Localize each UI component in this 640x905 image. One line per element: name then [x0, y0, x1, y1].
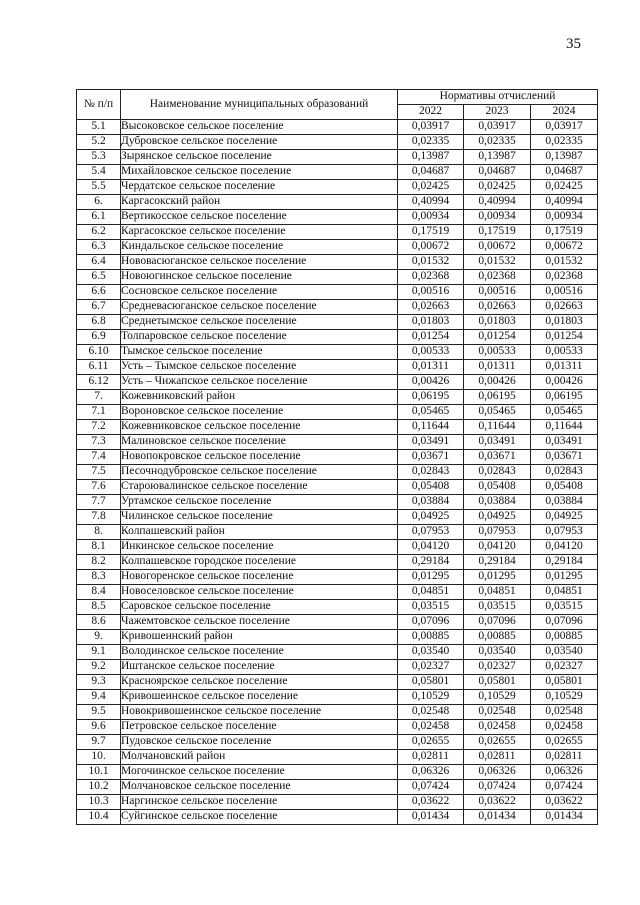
row-value-2022: 0,04120 [398, 540, 464, 555]
row-value-2022: 0,05801 [398, 675, 464, 690]
table-row [77, 345, 598, 360]
row-name: Новогоренское сельское поселение [121, 570, 398, 585]
row-value-2023: 0,29184 [464, 555, 531, 570]
row-value-2023: 0,03491 [464, 435, 531, 450]
row-value-2023: 0,01311 [464, 360, 531, 375]
row-value-2024: 0,04851 [531, 585, 598, 600]
row-name: Среднетымское сельское поселение [121, 315, 398, 330]
row-number: 9.3 [77, 675, 121, 690]
row-value-2023: 0,03540 [464, 645, 531, 660]
row-value-2023: 0,01532 [464, 255, 531, 270]
row-value-2022: 0,02425 [398, 180, 464, 195]
row-name: Кожевниковское сельское поселение [121, 420, 398, 435]
row-name: Колпашевский район [121, 525, 398, 540]
row-value-2022: 0,05465 [398, 405, 464, 420]
row-value-2024: 0,02425 [531, 180, 598, 195]
row-value-2022: 0,00934 [398, 210, 464, 225]
row-name: Сосновское сельское поселение [121, 285, 398, 300]
row-value-2022: 0,00516 [398, 285, 464, 300]
row-value-2023: 0,00885 [464, 630, 531, 645]
row-number: 8.6 [77, 615, 121, 630]
row-number: 9.5 [77, 705, 121, 720]
row-number: 6.3 [77, 240, 121, 255]
row-value-2023: 0,04925 [464, 510, 531, 525]
row-number: 8.4 [77, 585, 121, 600]
row-value-2024: 0,04925 [531, 510, 598, 525]
row-value-2024: 0,02327 [531, 660, 598, 675]
row-value-2024: 0,01311 [531, 360, 598, 375]
row-number: 5.4 [77, 165, 121, 180]
row-value-2024: 0,29184 [531, 555, 598, 570]
table-row [77, 210, 598, 225]
row-value-2022: 0,06326 [398, 765, 464, 780]
row-value-2022: 0,02843 [398, 465, 464, 480]
row-value-2024: 0,03515 [531, 600, 598, 615]
row-value-2024: 0,00672 [531, 240, 598, 255]
table-row [77, 570, 598, 585]
table-row [77, 495, 598, 510]
row-value-2022: 0,13987 [398, 150, 464, 165]
row-name: Володинское сельское поселение [121, 645, 398, 660]
row-number: 6.12 [77, 375, 121, 390]
row-number: 5.3 [77, 150, 121, 165]
row-number: 5.1 [77, 120, 121, 135]
row-value-2023: 0,00426 [464, 375, 531, 390]
row-value-2022: 0,17519 [398, 225, 464, 240]
table-row [77, 705, 598, 720]
row-value-2023: 0,02811 [464, 750, 531, 765]
table-row [77, 480, 598, 495]
table-row [77, 285, 598, 300]
row-name: Малиновское сельское поселение [121, 435, 398, 450]
row-name: Чилинское сельское поселение [121, 510, 398, 525]
row-value-2024: 0,07424 [531, 780, 598, 795]
row-value-2023: 0,05465 [464, 405, 531, 420]
row-value-2024: 0,11644 [531, 420, 598, 435]
row-name: Новопокровское сельское поселение [121, 450, 398, 465]
row-name: Каргасокское сельское поселение [121, 225, 398, 240]
row-value-2023: 0,03622 [464, 795, 531, 810]
row-number: 8. [77, 525, 121, 540]
row-value-2024: 0,00934 [531, 210, 598, 225]
row-name: Усть – Тымское сельское поселение [121, 360, 398, 375]
table-row [77, 390, 598, 405]
row-name: Колпашевское городское поселение [121, 555, 398, 570]
header-name: Наименование муниципальных образований [121, 90, 398, 120]
row-number: 9.6 [77, 720, 121, 735]
row-value-2024: 0,02368 [531, 270, 598, 285]
row-number: 6.1 [77, 210, 121, 225]
row-value-2023: 0,00533 [464, 345, 531, 360]
row-value-2024: 0,02335 [531, 135, 598, 150]
row-value-2023: 0,03884 [464, 495, 531, 510]
row-value-2024: 0,00885 [531, 630, 598, 645]
row-value-2024: 0,03671 [531, 450, 598, 465]
table-row [77, 360, 598, 375]
table-row [77, 585, 598, 600]
row-value-2022: 0,02811 [398, 750, 464, 765]
row-name: Песочнодубровское сельское поселение [121, 465, 398, 480]
row-value-2022: 0,07096 [398, 615, 464, 630]
row-name: Суйгинское сельское поселение [121, 810, 398, 825]
row-value-2023: 0,03671 [464, 450, 531, 465]
table-row [77, 120, 598, 135]
row-value-2024: 0,01254 [531, 330, 598, 345]
row-value-2024: 0,13987 [531, 150, 598, 165]
table-row [77, 315, 598, 330]
row-value-2023: 0,02458 [464, 720, 531, 735]
row-number: 9.4 [77, 690, 121, 705]
table-row [77, 510, 598, 525]
table-row [77, 675, 598, 690]
row-name: Инкинское сельское поселение [121, 540, 398, 555]
row-number: 6.10 [77, 345, 121, 360]
row-value-2023: 0,06195 [464, 390, 531, 405]
row-name: Петровское сельское поселение [121, 720, 398, 735]
row-value-2024: 0,03917 [531, 120, 598, 135]
row-value-2022: 0,02458 [398, 720, 464, 735]
row-number: 6.6 [77, 285, 121, 300]
table-row [77, 765, 598, 780]
row-value-2024: 0,03884 [531, 495, 598, 510]
table-row [77, 405, 598, 420]
row-value-2024: 0,05465 [531, 405, 598, 420]
row-value-2022: 0,03622 [398, 795, 464, 810]
row-value-2024: 0,05408 [531, 480, 598, 495]
row-value-2024: 0,00533 [531, 345, 598, 360]
row-value-2023: 0,07096 [464, 615, 531, 630]
row-value-2024: 0,02843 [531, 465, 598, 480]
row-number: 6.11 [77, 360, 121, 375]
row-value-2022: 0,01254 [398, 330, 464, 345]
row-number: 8.1 [77, 540, 121, 555]
row-number: 7.4 [77, 450, 121, 465]
row-value-2024: 0,03540 [531, 645, 598, 660]
row-value-2022: 0,11644 [398, 420, 464, 435]
row-name: Пудовское сельское поселение [121, 735, 398, 750]
row-value-2022: 0,00426 [398, 375, 464, 390]
header-norms: Нормативы отчислений [398, 90, 598, 105]
table-row [77, 720, 598, 735]
row-value-2023: 0,01803 [464, 315, 531, 330]
row-value-2022: 0,00885 [398, 630, 464, 645]
row-number: 8.2 [77, 555, 121, 570]
table-row [77, 795, 598, 810]
row-value-2022: 0,03491 [398, 435, 464, 450]
table-row [77, 150, 598, 165]
page-number: 35 [566, 36, 581, 52]
row-name: Иштанское сельское поселение [121, 660, 398, 675]
row-value-2024: 0,01532 [531, 255, 598, 270]
row-value-2024: 0,17519 [531, 225, 598, 240]
row-number: 6.8 [77, 315, 121, 330]
row-name: Уртамское сельское поселение [121, 495, 398, 510]
row-value-2023: 0,00672 [464, 240, 531, 255]
row-number: 7.6 [77, 480, 121, 495]
row-value-2022: 0,10529 [398, 690, 464, 705]
row-number: 6.9 [77, 330, 121, 345]
row-number: 8.3 [77, 570, 121, 585]
row-value-2023: 0,17519 [464, 225, 531, 240]
table-row [77, 465, 598, 480]
row-value-2024: 0,03622 [531, 795, 598, 810]
table-row [77, 225, 598, 240]
row-value-2022: 0,02327 [398, 660, 464, 675]
row-value-2022: 0,02335 [398, 135, 464, 150]
row-value-2023: 0,03515 [464, 600, 531, 615]
table-row [77, 300, 598, 315]
row-value-2024: 0,04687 [531, 165, 598, 180]
row-value-2022: 0,01311 [398, 360, 464, 375]
row-number: 9.1 [77, 645, 121, 660]
row-value-2023: 0,02327 [464, 660, 531, 675]
row-value-2023: 0,05408 [464, 480, 531, 495]
row-value-2022: 0,02655 [398, 735, 464, 750]
row-value-2023: 0,04851 [464, 585, 531, 600]
row-name: Кожевниковский район [121, 390, 398, 405]
row-value-2022: 0,06195 [398, 390, 464, 405]
row-value-2024: 0,02655 [531, 735, 598, 750]
table-row [77, 630, 598, 645]
row-value-2022: 0,07424 [398, 780, 464, 795]
row-number: 9.2 [77, 660, 121, 675]
row-name: Староювалинское сельское поселение [121, 480, 398, 495]
row-value-2023: 0,10529 [464, 690, 531, 705]
row-number: 7. [77, 390, 121, 405]
row-number: 10.1 [77, 765, 121, 780]
row-number: 10.4 [77, 810, 121, 825]
row-value-2023: 0,02663 [464, 300, 531, 315]
row-value-2023: 0,00516 [464, 285, 531, 300]
row-name: Новоюгинское сельское поселение [121, 270, 398, 285]
row-number: 9.7 [77, 735, 121, 750]
row-name: Новоселовское сельское поселение [121, 585, 398, 600]
row-number: 5.2 [77, 135, 121, 150]
table-row [77, 180, 598, 195]
row-value-2022: 0,03917 [398, 120, 464, 135]
row-name: Зырянское сельское поселение [121, 150, 398, 165]
table-body [77, 120, 598, 825]
row-number: 8.5 [77, 600, 121, 615]
table-row [77, 255, 598, 270]
row-name: Средневасюганское сельское поселение [121, 300, 398, 315]
row-value-2022: 0,05408 [398, 480, 464, 495]
row-value-2024: 0,07953 [531, 525, 598, 540]
row-value-2022: 0,04687 [398, 165, 464, 180]
row-number: 7.3 [77, 435, 121, 450]
header-year-2024: 2024 [531, 105, 598, 120]
table-row [77, 165, 598, 180]
table-row [77, 600, 598, 615]
row-value-2023: 0,02335 [464, 135, 531, 150]
table-row [77, 645, 598, 660]
table-row [77, 750, 598, 765]
row-name: Михайловское сельское поселение [121, 165, 398, 180]
row-value-2022: 0,01434 [398, 810, 464, 825]
row-value-2024: 0,10529 [531, 690, 598, 705]
table-row [77, 810, 598, 825]
row-number: 10.3 [77, 795, 121, 810]
row-number: 5.5 [77, 180, 121, 195]
row-number: 9. [77, 630, 121, 645]
row-number: 7.2 [77, 420, 121, 435]
row-number: 10. [77, 750, 121, 765]
row-number: 6.2 [77, 225, 121, 240]
row-number: 6.5 [77, 270, 121, 285]
row-value-2022: 0,03671 [398, 450, 464, 465]
row-name: Нововасюганское сельское поселение [121, 255, 398, 270]
row-name: Чердатское сельское поселение [121, 180, 398, 195]
row-value-2024: 0,02811 [531, 750, 598, 765]
row-value-2022: 0,04925 [398, 510, 464, 525]
row-name: Могочинское сельское поселение [121, 765, 398, 780]
row-value-2022: 0,40994 [398, 195, 464, 210]
row-value-2023: 0,02368 [464, 270, 531, 285]
row-value-2024: 0,00426 [531, 375, 598, 390]
row-value-2023: 0,02843 [464, 465, 531, 480]
row-name: Тымское сельское поселение [121, 345, 398, 360]
table-row [77, 450, 598, 465]
row-value-2024: 0,06195 [531, 390, 598, 405]
row-value-2022: 0,03540 [398, 645, 464, 660]
row-value-2024: 0,06326 [531, 765, 598, 780]
table-row [77, 555, 598, 570]
row-number: 6. [77, 195, 121, 210]
table-row [77, 660, 598, 675]
row-value-2023: 0,02655 [464, 735, 531, 750]
row-value-2024: 0,01803 [531, 315, 598, 330]
table-row [77, 435, 598, 450]
row-name: Кривошеинское сельское поселение [121, 690, 398, 705]
row-value-2023: 0,01434 [464, 810, 531, 825]
row-value-2022: 0,02368 [398, 270, 464, 285]
row-value-2023: 0,06326 [464, 765, 531, 780]
row-value-2023: 0,07953 [464, 525, 531, 540]
row-name: Красноярское сельское поселение [121, 675, 398, 690]
row-value-2024: 0,02663 [531, 300, 598, 315]
row-number: 10.2 [77, 780, 121, 795]
row-name: Саровское сельское поселение [121, 600, 398, 615]
row-value-2023: 0,01254 [464, 330, 531, 345]
row-name: Каргасокский район [121, 195, 398, 210]
row-name: Вертикосское сельское поселение [121, 210, 398, 225]
row-value-2022: 0,29184 [398, 555, 464, 570]
row-number: 6.7 [77, 300, 121, 315]
row-number: 7.8 [77, 510, 121, 525]
table-row [77, 690, 598, 705]
row-value-2024: 0,02458 [531, 720, 598, 735]
row-value-2023: 0,04687 [464, 165, 531, 180]
row-value-2022: 0,03515 [398, 600, 464, 615]
row-value-2022: 0,01532 [398, 255, 464, 270]
norms-table [76, 89, 598, 825]
row-name: Дубровское сельское поселение [121, 135, 398, 150]
row-name: Вороновское сельское поселение [121, 405, 398, 420]
row-value-2023: 0,03917 [464, 120, 531, 135]
row-value-2024: 0,04120 [531, 540, 598, 555]
table-row [77, 780, 598, 795]
row-value-2022: 0,01295 [398, 570, 464, 585]
row-value-2022: 0,01803 [398, 315, 464, 330]
row-name: Новокривошеинское сельское поселение [121, 705, 398, 720]
table-row [77, 420, 598, 435]
table-row [77, 615, 598, 630]
row-value-2023: 0,01295 [464, 570, 531, 585]
row-value-2022: 0,07953 [398, 525, 464, 540]
row-name: Толпаровское сельское поселение [121, 330, 398, 345]
row-number: 7.1 [77, 405, 121, 420]
row-number: 7.7 [77, 495, 121, 510]
row-value-2023: 0,11644 [464, 420, 531, 435]
row-value-2023: 0,00934 [464, 210, 531, 225]
row-value-2023: 0,13987 [464, 150, 531, 165]
table-row [77, 270, 598, 285]
row-name: Кривошеинский район [121, 630, 398, 645]
row-value-2022: 0,00672 [398, 240, 464, 255]
table-row [77, 240, 598, 255]
row-value-2023: 0,07424 [464, 780, 531, 795]
header-year-2022: 2022 [398, 105, 464, 120]
row-value-2024: 0,07096 [531, 615, 598, 630]
row-name: Чажемтовское сельское поселение [121, 615, 398, 630]
header-number: № п/п [77, 90, 121, 120]
row-value-2024: 0,00516 [531, 285, 598, 300]
row-name: Молчановский район [121, 750, 398, 765]
row-value-2023: 0,04120 [464, 540, 531, 555]
table-row [77, 735, 598, 750]
row-value-2023: 0,02425 [464, 180, 531, 195]
row-value-2022: 0,03884 [398, 495, 464, 510]
row-value-2024: 0,05801 [531, 675, 598, 690]
row-value-2024: 0,01434 [531, 810, 598, 825]
row-value-2022: 0,00533 [398, 345, 464, 360]
row-name: Молчановское сельское поселение [121, 780, 398, 795]
table-row [77, 375, 598, 390]
row-value-2023: 0,05801 [464, 675, 531, 690]
row-number: 6.4 [77, 255, 121, 270]
row-name: Высоковское сельское поселение [121, 120, 398, 135]
row-number: 7.5 [77, 465, 121, 480]
row-value-2024: 0,02548 [531, 705, 598, 720]
row-value-2024: 0,01295 [531, 570, 598, 585]
row-value-2024: 0,03491 [531, 435, 598, 450]
row-name: Наргинское сельское поселение [121, 795, 398, 810]
row-value-2022: 0,02548 [398, 705, 464, 720]
table-row [77, 330, 598, 345]
header-year-2023: 2023 [464, 105, 531, 120]
row-value-2024: 0,40994 [531, 195, 598, 210]
row-value-2023: 0,02548 [464, 705, 531, 720]
row-value-2022: 0,04851 [398, 585, 464, 600]
table-row [77, 540, 598, 555]
table-row [77, 525, 598, 540]
row-value-2023: 0,40994 [464, 195, 531, 210]
row-value-2022: 0,02663 [398, 300, 464, 315]
row-name: Усть – Чижапское сельское поселение [121, 375, 398, 390]
table-header [77, 90, 598, 120]
table-row [77, 135, 598, 150]
row-name: Киндальское сельское поселение [121, 240, 398, 255]
table-row [77, 195, 598, 210]
